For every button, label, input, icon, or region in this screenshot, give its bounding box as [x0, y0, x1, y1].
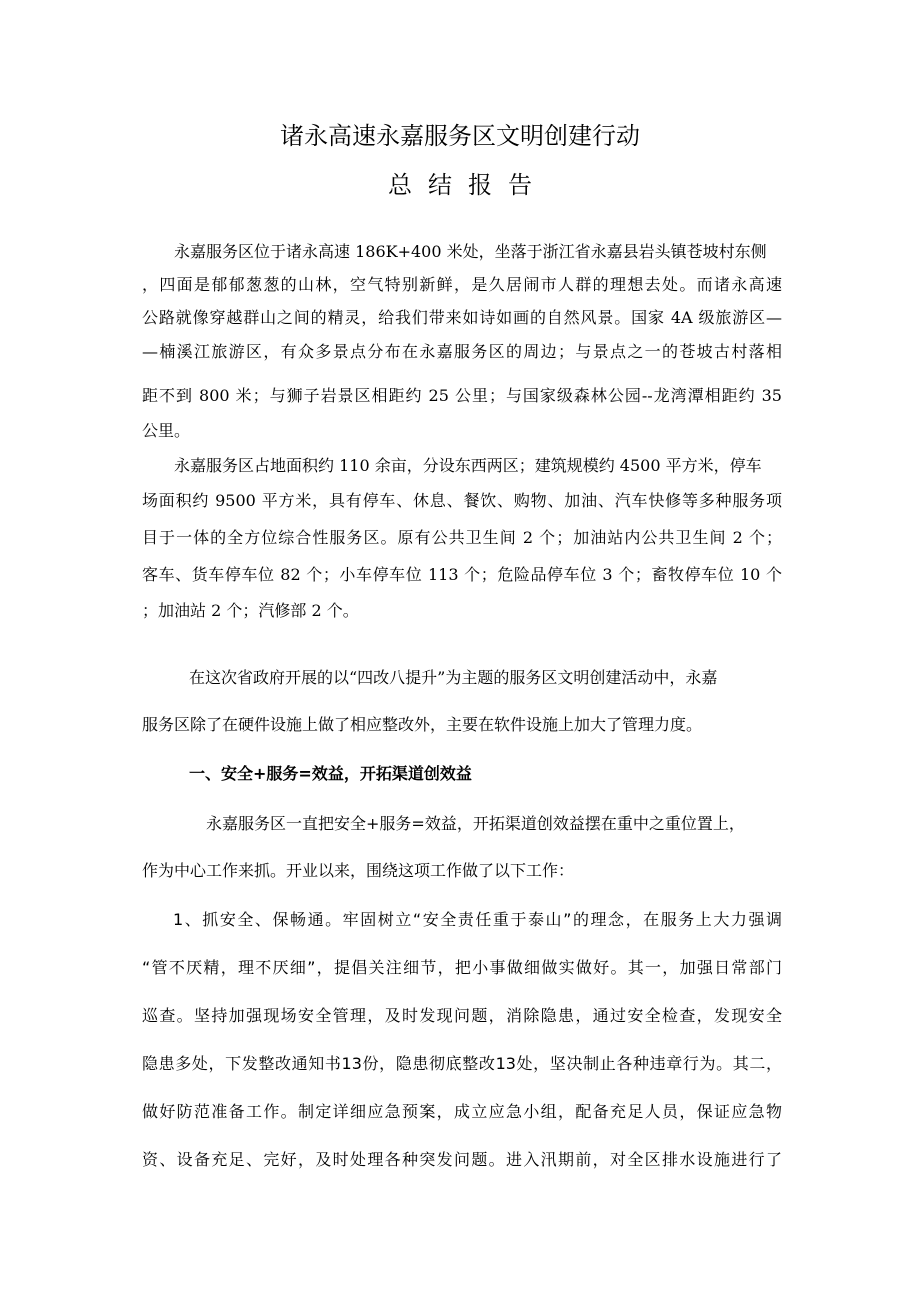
- paragraph-5-line-2: “管不厌精，理不厌细”，提倡关注细节，把小事做细做实做好。其一，加强日常部门: [142, 958, 782, 977]
- paragraph-2-line-4: 客车、货车停车位 82 个；小车停车位 113 个；危险品停车位 3 个；畜牧停车位 10 个: [142, 565, 782, 584]
- paragraph-2-line-5: ；加油站 2 个；汽修部 2 个。: [142, 601, 359, 620]
- paragraph-1-line-1: 永嘉服务区位于诸永高速 186K+400 米处，坐落于浙江省永嘉县岩头镇苍坡村东侧: [174, 242, 767, 261]
- paragraph-1-line-3: 公路就像穿越群山之间的精灵，给我们带来如诗如画的自然风景。国家 4A 级旅游区—: [142, 308, 782, 327]
- document-subtitle: 总结报告: [388, 171, 548, 199]
- paragraph-4-line-1: 永嘉服务区一直把安全+服务=效益，开拓渠道创效益摆在重中之重位置上，: [206, 814, 745, 833]
- paragraph-5-line-4: 隐患多处，下发整改通知书13份，隐患彻底整改13处，坚决制止各种违章行为。其二，: [142, 1054, 782, 1073]
- paragraph-1-line-2: ，四面是郁郁葱葱的山林，空气特别新鲜，是久居闹市人群的理想去处。而诸永高速: [142, 275, 782, 294]
- paragraph-2-line-1: 永嘉服务区占地面积约 110 余亩，分设东西两区；建筑规模约 4500 平方米，停车: [174, 456, 762, 475]
- paragraph-5-line-5: 做好防范准备工作。制定详细应急预案，成立应急小组，配备充足人员，保证应急物: [142, 1102, 782, 1121]
- paragraph-1-line-6: 公里。: [142, 421, 191, 440]
- paragraph-3-line-2: 服务区除了在硬件设施上做了相应整改外，主要在软件设施上加大了管理力度。: [142, 715, 703, 734]
- paragraph-4-line-2: 作为中心工作来抓。开业以来，围绕这项工作做了以下工作：: [142, 861, 575, 880]
- paragraph-5-line-3: 巡查。坚持加强现场安全管理，及时发现问题，消除隐患，通过安全检查，发现安全: [142, 1006, 782, 1025]
- section-heading-1: 一、安全+服务=效益，开拓渠道创效益: [189, 764, 472, 783]
- paragraph-3-line-1: 在这次省政府开展的以“四改八提升”为主题的服务区文明创建活动中，永嘉: [189, 668, 718, 687]
- paragraph-1-line-4: —楠溪江旅游区，有众多景点分布在永嘉服务区的周边；与景点之一的苍坡古村落相: [142, 342, 782, 361]
- paragraph-2-line-2: 场面积约 9500 平方米，具有停车、休息、餐饮、购物、加油、汽车快修等多种服务项: [142, 491, 782, 510]
- paragraph-2-line-3: 目于一体的全方位综合性服务区。原有公共卫生间 2 个；加油站内公共卫生间 2 个；: [142, 528, 782, 547]
- paragraph-5-line-6: 资、设备充足、完好，及时处理各种突发问题。进入汛期前，对全区排水设施进行了: [142, 1150, 782, 1169]
- paragraph-1-line-5: 距不到 800 米；与狮子岩景区相距约 25 公里；与国家级森林公园--龙湾潭相距约 35: [142, 386, 782, 405]
- document-title: 诸永高速永嘉服务区文明创建行动: [280, 122, 640, 150]
- paragraph-5-line-1: 1、抓安全、保畅通。牢固树立“安全责任重于泰山”的理念，在服务上大力强调: [173, 910, 782, 929]
